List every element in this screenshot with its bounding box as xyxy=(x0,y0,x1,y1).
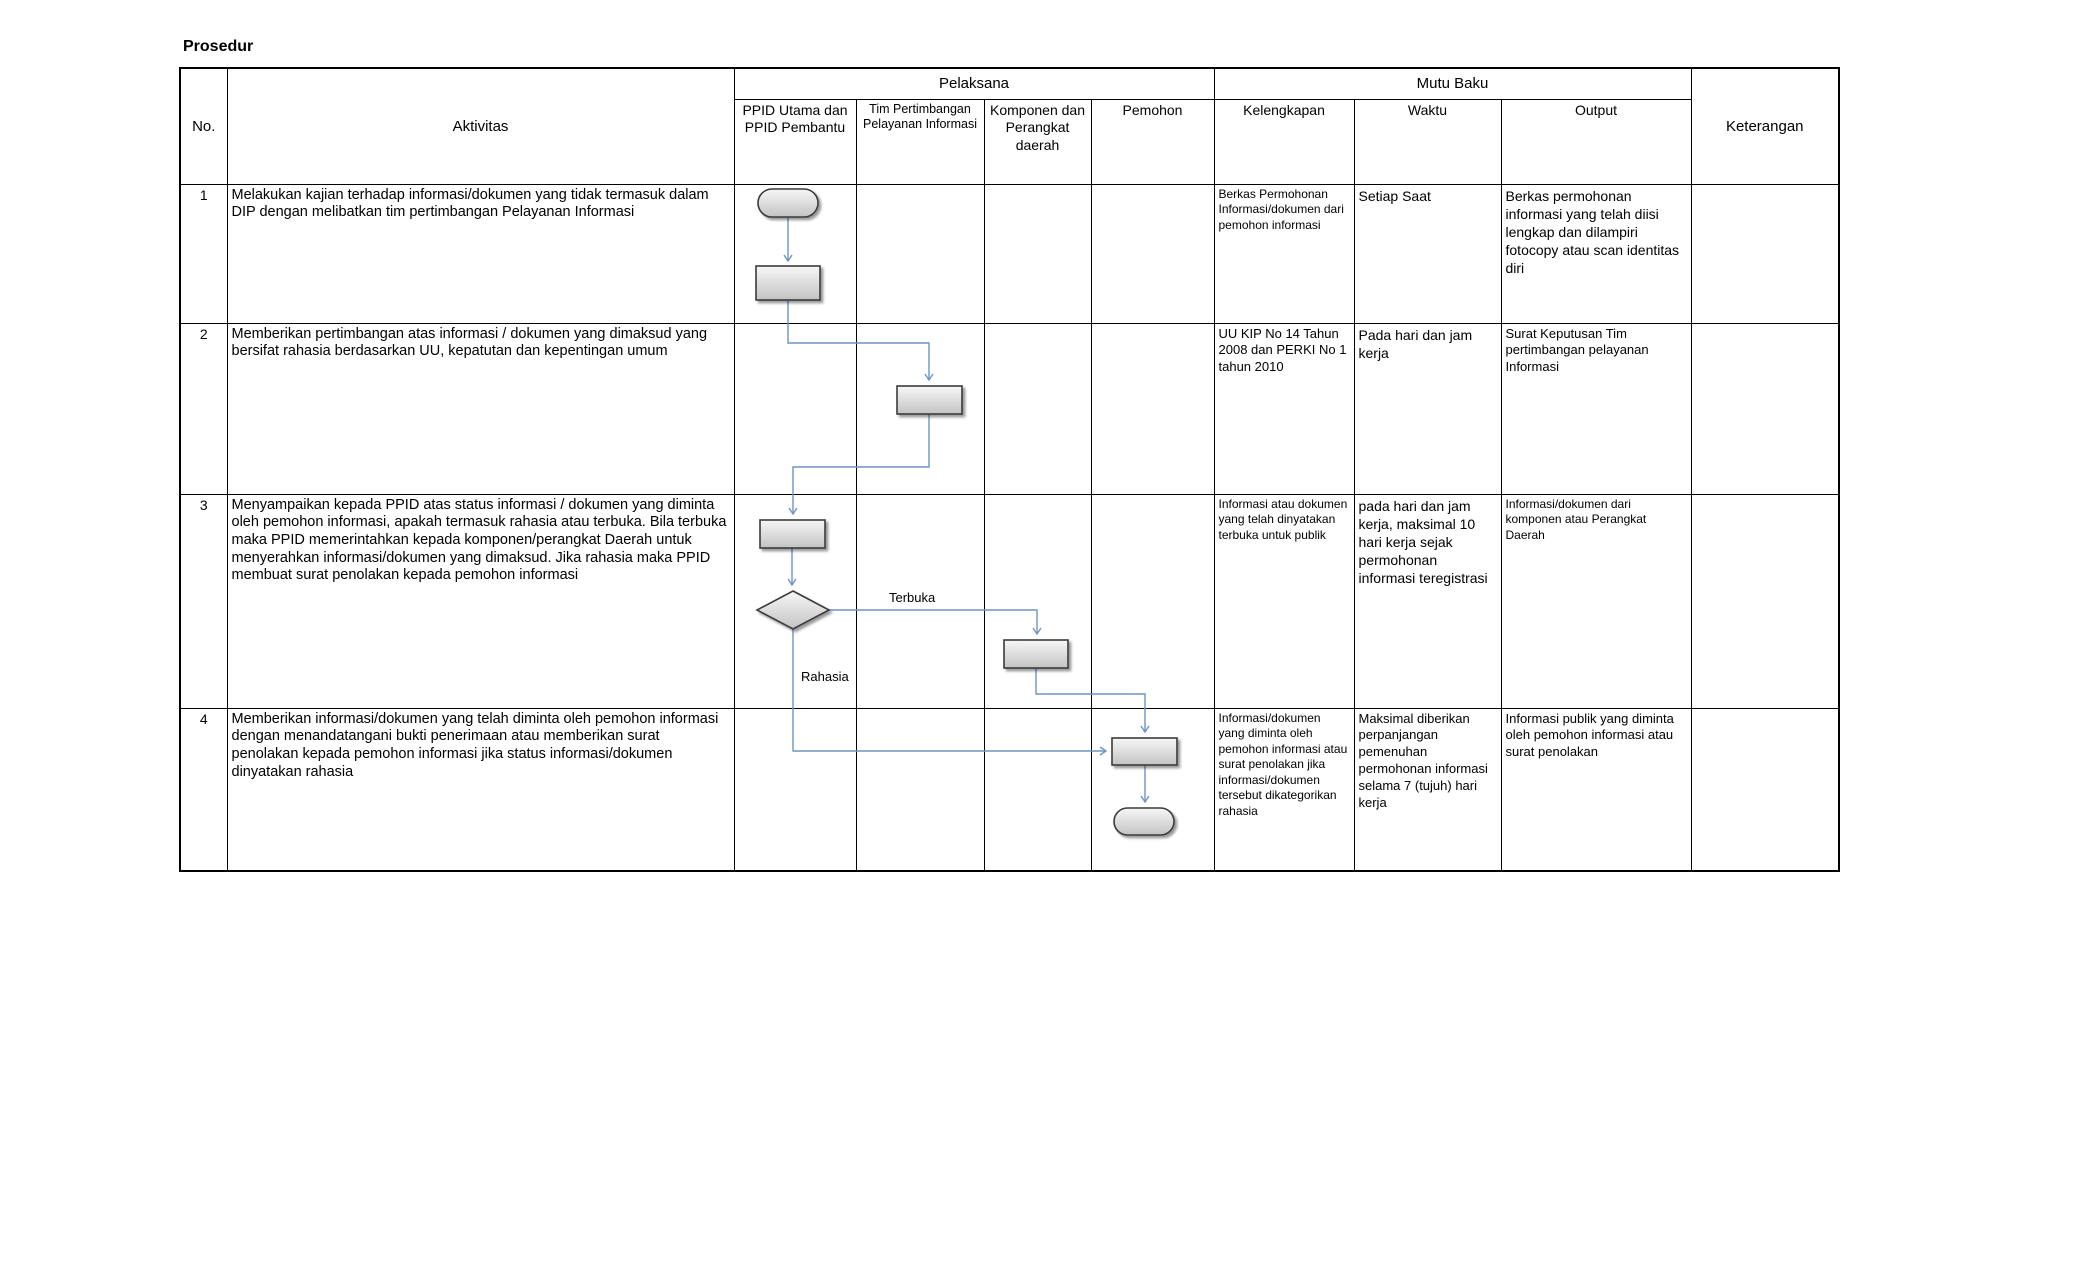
cell-output: Informasi/dokumen dari komponen atau Perangkat Daerah xyxy=(1501,494,1691,708)
flow-cell-tim xyxy=(856,184,984,323)
procedure-table xyxy=(179,67,1840,872)
cell-keterangan xyxy=(1691,184,1839,323)
flow-cell-pemohon xyxy=(1091,184,1214,323)
flow-cell-ppid xyxy=(734,184,856,323)
cell-waktu: Pada hari dan jam kerja xyxy=(1354,323,1501,494)
header-row-groups xyxy=(180,68,1839,99)
col-group-pelaksana: Pelaksana xyxy=(734,68,1214,99)
col-header-tim-pertimbangan: Tim Pertimbangan Pelayanan Informasi xyxy=(856,99,984,184)
flow-cell-komponen xyxy=(984,708,1091,871)
flow-cell-pemohon xyxy=(1091,494,1214,708)
table-row xyxy=(180,323,1839,494)
flow-cell-komponen xyxy=(984,184,1091,323)
col-header-waktu: Waktu xyxy=(1354,99,1501,184)
col-header-ppid: PPID Utama dan PPID Pembantu xyxy=(734,99,856,184)
flow-cell-tim xyxy=(856,708,984,871)
flow-cell-tim xyxy=(856,494,984,708)
flow-cell-tim xyxy=(856,323,984,494)
table-row xyxy=(180,184,1839,323)
cell-keterangan xyxy=(1691,494,1839,708)
col-header-pemohon: Pemohon xyxy=(1091,99,1214,184)
cell-kelengkapan: Informasi/dokumen yang diminta oleh pemohon informasi atau surat penolakan jika informasi/dokumen tersebut dikategorikan rahasia xyxy=(1214,708,1354,871)
cell-aktivitas: Melakukan kajian terhadap informasi/dokumen yang tidak termasuk dalam DIP dengan melibatkan tim pertimbangan Pelayanan Informasi xyxy=(227,184,734,323)
col-header-no: No. xyxy=(180,68,227,184)
branch-label-terbuka: Terbuka xyxy=(889,590,936,605)
flow-cell-komponen xyxy=(984,494,1091,708)
row-number: 4 xyxy=(180,708,227,871)
flow-cell-ppid xyxy=(734,323,856,494)
row-number: 1 xyxy=(180,184,227,323)
cell-output: Informasi publik yang diminta oleh pemohon informasi atau surat penolakan xyxy=(1501,708,1691,871)
cell-keterangan xyxy=(1691,708,1839,871)
cell-waktu: pada hari dan jam kerja, maksimal 10 hari kerja sejak permohonan informasi teregistrasi xyxy=(1354,494,1501,708)
table-row xyxy=(180,708,1839,871)
cell-aktivitas: Menyampaikan kepada PPID atas status informasi / dokumen yang diminta oleh pemohon informasi, apakah termasuk rahasia atau terbuka. Bila terbuka maka PPID memerintahkan kepada komponen/perangkat Daerah untuk menyerahkan informasi/dokumen yang dimaksud. Jika rahasia maka PPID membuat surat penolakan kepada pemohon informasi xyxy=(227,494,734,708)
cell-kelengkapan: Informasi atau dokumen yang telah dinyatakan terbuka untuk publik xyxy=(1214,494,1354,708)
flow-cell-pemohon xyxy=(1091,323,1214,494)
col-header-komponen: Komponen dan Perangkat daerah xyxy=(984,99,1091,184)
page-title: Prosedur xyxy=(183,38,254,55)
row-number: 3 xyxy=(180,494,227,708)
col-group-mutu-baku: Mutu Baku xyxy=(1214,68,1691,99)
cell-aktivitas: Memberikan informasi/dokumen yang telah diminta oleh pemohon informasi dengan menandatangani bukti penerimaan atau memberikan surat penolakan kepada pemohon informasi jika status informasi/dokumen dinyatakan rahasia xyxy=(227,708,734,871)
col-header-kelengkapan: Kelengkapan xyxy=(1214,99,1354,184)
col-header-aktivitas: Aktivitas xyxy=(227,68,734,184)
cell-waktu: Maksimal diberikan perpanjangan pemenuhan permohonan informasi selama 7 (tujuh) hari kerja xyxy=(1354,708,1501,871)
cell-output: Surat Keputusan Tim pertimbangan pelayanan Informasi xyxy=(1501,323,1691,494)
col-header-output: Output xyxy=(1501,99,1691,184)
cell-kelengkapan: Berkas Permohonan Informasi/dokumen dari pemohon informasi xyxy=(1214,184,1354,323)
cell-keterangan xyxy=(1691,323,1839,494)
cell-kelengkapan: UU KIP No 14 Tahun 2008 dan PERKI No 1 tahun 2010 xyxy=(1214,323,1354,494)
branch-label-rahasia: Rahasia xyxy=(801,669,849,684)
flow-cell-komponen xyxy=(984,323,1091,494)
flow-cell-ppid xyxy=(734,708,856,871)
cell-aktivitas: Memberikan pertimbangan atas informasi / dokumen yang dimaksud yang bersifat rahasia berdasarkan UU, kepatutan dan kepentingan umum xyxy=(227,323,734,494)
cell-waktu: Setiap Saat xyxy=(1354,184,1501,323)
row-number: 2 xyxy=(180,323,227,494)
col-header-keterangan: Keterangan xyxy=(1691,68,1839,184)
flow-cell-ppid xyxy=(734,494,856,708)
cell-output: Berkas permohonan informasi yang telah diisi lengkap dan dilampiri fotocopy atau scan identitas diri xyxy=(1501,184,1691,323)
flow-cell-pemohon xyxy=(1091,708,1214,871)
table-row xyxy=(180,494,1839,708)
